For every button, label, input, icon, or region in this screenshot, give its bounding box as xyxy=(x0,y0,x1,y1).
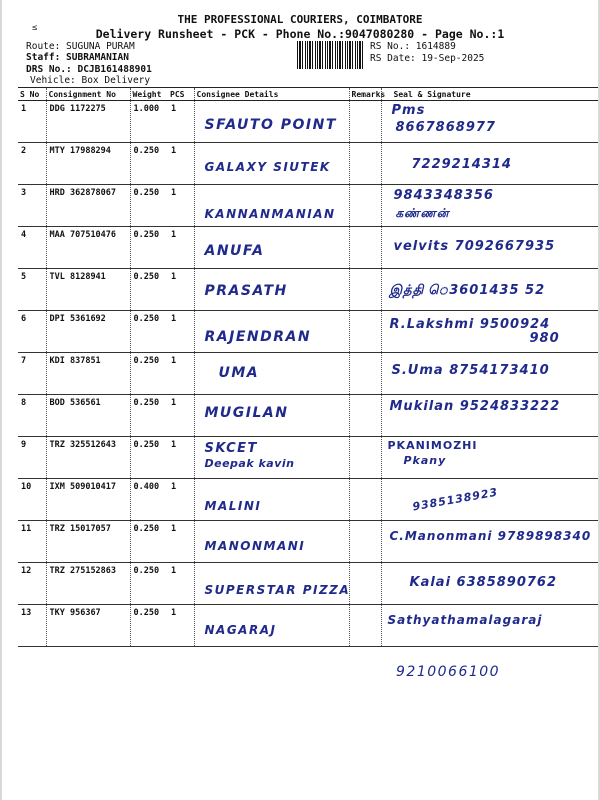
row-pcs: 1 xyxy=(168,395,194,437)
signature: velvits 7092667935 xyxy=(393,239,556,254)
scan-edge-left xyxy=(0,0,2,800)
company-title: THE PROFESSIONAL COURIERS, COIMBATORE xyxy=(177,13,423,26)
row-sno: 13 xyxy=(18,605,46,647)
consignee-handwriting: PRASATH xyxy=(204,283,288,299)
row-pcs: 1 xyxy=(168,269,194,311)
row-pcs: 1 xyxy=(168,605,194,647)
row-weight: 0.250 xyxy=(130,353,168,395)
row-pcs: 1 xyxy=(168,437,194,479)
row-weight: 0.250 xyxy=(130,605,168,647)
barcode-icon xyxy=(297,41,365,69)
row-weight: 0.250 xyxy=(130,311,168,353)
consignee-handwriting: NAGARAJ xyxy=(204,623,277,637)
signature: Pms xyxy=(391,103,426,118)
table-row xyxy=(18,101,598,143)
runsheet-subtitle: Delivery Runsheet - PCK - Phone No.:9047080280 - Page No.:1 xyxy=(95,27,505,41)
consignee-handwriting: KANNANMANIAN xyxy=(204,207,336,221)
signature: Mukilan 9524833222 xyxy=(389,399,561,414)
consignee-handwriting: RAJENDRAN xyxy=(204,329,312,345)
consignee-handwriting: MALINI xyxy=(204,499,262,513)
row-sno: 8 xyxy=(18,395,46,437)
row-consignment: KDI 837851 xyxy=(46,353,130,395)
row-consignment: MAA 707510476 xyxy=(46,227,130,269)
consignee-handwriting: SUPERSTAR PIZZA xyxy=(204,583,351,597)
table-row xyxy=(18,269,598,311)
row-sno: 7 xyxy=(18,353,46,395)
row-sno: 1 xyxy=(18,101,46,143)
table-row xyxy=(18,311,598,353)
row-weight: 0.250 xyxy=(130,269,168,311)
row-sno: 4 xyxy=(18,227,46,269)
corner-mark: ≤ xyxy=(32,23,38,33)
staff-label: Staff: SUBRAMANIAN xyxy=(26,52,129,63)
row-sno: 3 xyxy=(18,185,46,227)
table-row xyxy=(18,143,598,185)
consignee-handwriting: SFAUTO POINT xyxy=(204,117,337,133)
row-consignment: TRZ 325512643 xyxy=(46,437,130,479)
row-weight: 0.250 xyxy=(130,227,168,269)
row-weight: 1.000 xyxy=(130,101,168,143)
consignee-handwriting: MANONMANI xyxy=(204,539,306,553)
row-pcs: 1 xyxy=(168,227,194,269)
row-sno: 10 xyxy=(18,479,46,521)
footer-handwritten-phone: 9210066100 xyxy=(396,664,501,680)
row-weight: 0.400 xyxy=(130,479,168,521)
signature: S.Uma 8754173410 xyxy=(391,363,550,378)
table-row xyxy=(18,605,598,647)
drs-number: DRS No.: DCJB161488901 xyxy=(26,64,152,75)
table-row xyxy=(18,395,598,437)
table-row xyxy=(18,437,598,479)
row-pcs: 1 xyxy=(168,479,194,521)
col-sno: S No xyxy=(18,88,46,101)
row-weight: 0.250 xyxy=(130,437,168,479)
table-row xyxy=(18,353,598,395)
row-pcs: 1 xyxy=(168,101,194,143)
row-consignment: DDG 1172275 xyxy=(46,101,130,143)
row-consignment: TKY 956367 xyxy=(46,605,130,647)
row-sno: 6 xyxy=(18,311,46,353)
table-row xyxy=(18,479,598,521)
consignee-handwriting: GALAXY SIUTEK xyxy=(204,160,331,174)
signature: PKANIMOZHI xyxy=(387,439,478,452)
row-consignment: TRZ 275152863 xyxy=(46,563,130,605)
col-weight: Weight xyxy=(130,88,168,101)
phone-number: 7229214314 xyxy=(411,157,512,172)
row-sno: 11 xyxy=(18,521,46,563)
consignee-handwriting: ANUFA xyxy=(204,243,265,259)
row-pcs: 1 xyxy=(168,185,194,227)
row-pcs: 1 xyxy=(168,143,194,185)
consignee-handwriting: MUGILAN xyxy=(204,405,289,421)
signature: கண்ணன் xyxy=(395,206,450,220)
row-pcs: 1 xyxy=(168,311,194,353)
row-sno: 9 xyxy=(18,437,46,479)
row-sno: 5 xyxy=(18,269,46,311)
phone-number: 9843348356 xyxy=(393,188,494,203)
consignee-handwriting: UMA xyxy=(218,365,260,381)
row-weight: 0.250 xyxy=(130,395,168,437)
phone-number: 980 xyxy=(529,331,560,346)
route-label: Route: SUGUNA PURAM xyxy=(26,41,135,52)
signature-scribble: Pkany xyxy=(403,454,447,467)
signature: C.Manonmani 9789898340 xyxy=(389,529,592,543)
table-row xyxy=(18,563,598,605)
row-sno: 2 xyxy=(18,143,46,185)
vehicle-label: Vehicle: Box Delivery xyxy=(30,75,151,86)
table-row xyxy=(18,521,598,563)
col-consignee: Consignee Details xyxy=(194,88,349,101)
col-consignment: Consignment No xyxy=(46,88,130,101)
row-weight: 0.250 xyxy=(130,143,168,185)
row-consignment: TVL 8128941 xyxy=(46,269,130,311)
table-row xyxy=(18,185,598,227)
consignee-handwriting: SKCET xyxy=(204,441,258,456)
row-consignment: MTY 17988294 xyxy=(46,143,130,185)
signature: இத்தி ெ3601435 52 xyxy=(389,283,546,298)
row-pcs: 1 xyxy=(168,563,194,605)
row-consignment: BOD 536561 xyxy=(46,395,130,437)
col-remarks: Remarks xyxy=(349,88,381,101)
signature: R.Lakshmi 9500924 xyxy=(389,317,551,332)
row-consignment: TRZ 15017057 xyxy=(46,521,130,563)
phone-number: 8667868977 xyxy=(395,120,496,135)
rs-number: RS No.: 1614889 xyxy=(370,41,456,52)
row-weight: 0.250 xyxy=(130,521,168,563)
row-weight: 0.250 xyxy=(130,563,168,605)
row-pcs: 1 xyxy=(168,521,194,563)
runsheet-table xyxy=(18,87,598,647)
phone-number: 9385138923 xyxy=(411,485,499,514)
rs-date: RS Date: 19-Sep-2025 xyxy=(370,53,485,64)
table-row xyxy=(18,227,598,269)
col-signature: Seal & Signature xyxy=(381,88,598,101)
table-header-row xyxy=(18,88,598,101)
row-pcs: 1 xyxy=(168,353,194,395)
signature: Sathyathamalagaraj xyxy=(387,613,543,627)
row-consignment: DPI 5361692 xyxy=(46,311,130,353)
row-consignment: IXM 509010417 xyxy=(46,479,130,521)
row-weight: 0.250 xyxy=(130,185,168,227)
row-consignment: HRD 362878067 xyxy=(46,185,130,227)
signature: Kalai 6385890762 xyxy=(409,575,558,590)
consignee-handwriting-2: Deepak kavin xyxy=(204,457,295,470)
row-sno: 12 xyxy=(18,563,46,605)
col-pcs: PCS xyxy=(168,88,194,101)
